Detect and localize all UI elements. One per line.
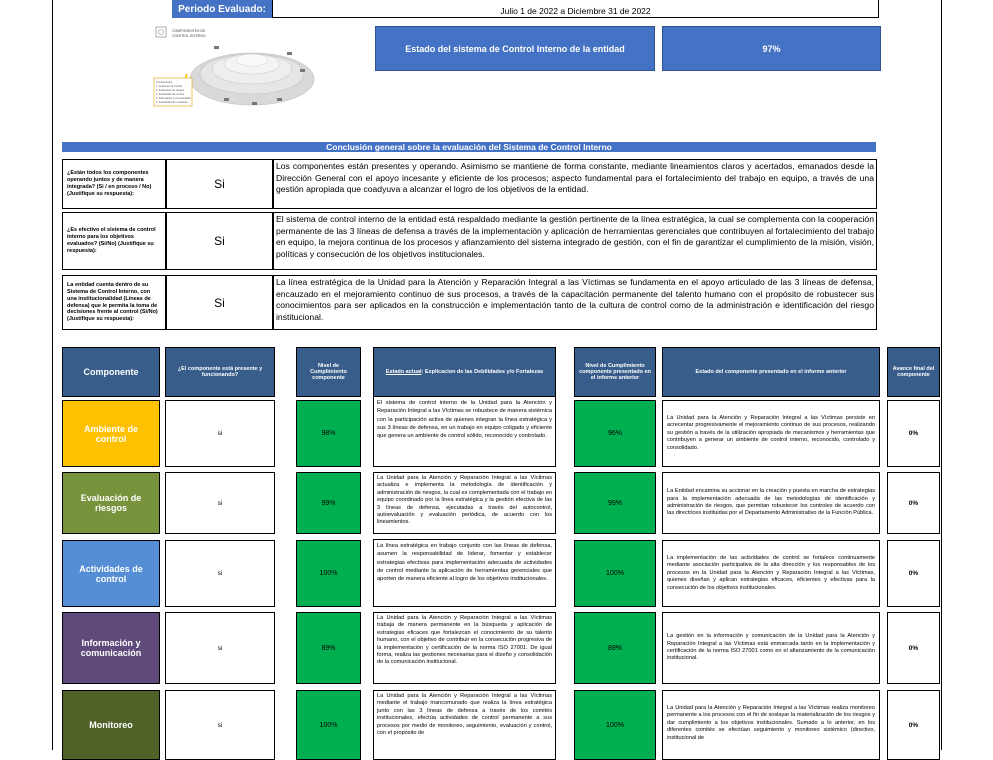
status-label-box: Estado del sistema de Control Interno de la entidad xyxy=(375,26,655,71)
header-current-prefix: Estado actual xyxy=(385,369,422,375)
header-current xyxy=(373,347,556,397)
component-actividades-control: Actividades de control xyxy=(62,540,160,607)
advance-cell: 0% xyxy=(887,690,940,760)
diagram-legend-3: 3. Actividades de control xyxy=(156,93,185,96)
present-cell: si xyxy=(165,612,275,684)
level-cell: 98% xyxy=(296,400,361,467)
level-cell: 100% xyxy=(296,540,361,607)
header-current-suffix: : Explicacion de las Debilidades y/o Fortalezas xyxy=(421,369,544,375)
advance-cell: 0% xyxy=(887,400,940,467)
component-monitoreo: Monitoreo xyxy=(62,690,160,760)
page-border-right xyxy=(941,0,942,750)
header-present: ¿El componente está presente y funcionando? xyxy=(165,347,275,397)
conclusion-text-3: La línea estratégica de la Unidad para la Atención y Reparación Integral a las Víctimas se fundamenta en el apoyo articulado de las 3 líneas de defensa, encauzado en el mejoramiento continuo de sus procesos, a través de la capacitación permanente del talento humano con el propósito de robustecer sus conocimientos para ser aplicados en la construcción e implementación tanto de la cultura de control como de la administración e identificación del riesgo institucional. xyxy=(273,275,877,330)
header-level: Nivel de Cumplimiento componente xyxy=(296,347,361,397)
diagram-title-line1: COMPONENTES DE xyxy=(172,29,206,33)
header-prev-level: Nivel de Cumplimiento componente presentado en el informe anterior xyxy=(574,347,656,397)
current-state-cell: La Unidad para la Atención y Reparación Integral a las Víctimas mediante el trabajo mancomunado que realiza la línea estratégica junto con las 3 líneas de defensa a través de los comités institucionales, efectúa actividades de control permanente a sus procesos por medio de monitoreo, seguimiento, evaluación y control, con el propósito de xyxy=(373,690,556,760)
level-cell: 99% xyxy=(296,472,361,534)
diagram-legend-1: 1. Ambiente de control xyxy=(156,85,182,88)
conclusion-question-3: La entidad cuenta dentro de su Sistema de Control Interno, con una institucionalidad (Líneas de defensa) que le permita la toma de decisiones frente al control (Si/No) (Justifique su respuesta): xyxy=(62,275,166,330)
current-state-cell: La Unidad para la Atención y Reparación Integral a las Víctimas trabaja de manera permanente en la búsqueda y aplicación de estrategias eficaces que fortalezcan el conocimiento de su talento humano, con el objetivo de contribuir en la consecución progresiva de la implementación y certificación de la norma ISO 27001. De igual forma, realiza las gestiones necesarias para el diseño y consolidación de la comunicación institucional. xyxy=(373,612,556,684)
page-border-left xyxy=(52,0,53,750)
header-component: Componente xyxy=(62,347,160,397)
present-cell: si xyxy=(165,400,275,467)
prev-level-cell: 89% xyxy=(574,612,656,684)
present-cell: si xyxy=(165,690,275,760)
period-label: Periodo Evaluado: xyxy=(172,0,272,18)
conclusion-answer-2: Si xyxy=(166,212,273,270)
conclusion-question-2: ¿Es efectivo el sistema de control interno para los objetivos evaluados? (Si/No) (Justifique su respuesta): xyxy=(62,212,166,270)
period-value: Julio 1 de 2022 a Diciembre 31 de 2022 xyxy=(500,6,651,16)
diagram-legend-0: Componentes: xyxy=(156,81,173,84)
prev-state-cell: La Entidad encamina su accionar en la creación y puesta en marcha de estrategias para la implementación adecuada de las metodologías de identificación y administración de riesgos, que permitan robustecer los controles de acuerdo con las directrices instituidas por el Departamento Administrativo de la Función Pública. xyxy=(662,472,880,534)
prev-state-cell: La Unidad para la Atención y Reparación Integral a las Víctimas persiste en acrecentar progresivamente el mejoramiento continuo de sus procesos, realizando su gestión a través de la utilización apropiada de mecanismos y herramientas que contribuyen a generar un ambiente de control interno, reconocido, controlado y consolidado. xyxy=(662,400,880,467)
prev-state-cell: La Unidad para la Atención y Reparación Integral a las Víctimas realiza monitoreo permanente a los procesos con el fin de soslayar la materialización de los riesgos y dar cumplimiento a los objetivos institucionales. Sumado a lo anterior, en los diferentes comités se efectúan seguimiento y monitoreo sistémico (directivo, institucional de xyxy=(662,690,880,760)
advance-cell: 0% xyxy=(887,612,940,684)
level-cell: 100% xyxy=(296,690,361,760)
prev-level-cell: 96% xyxy=(574,400,656,467)
diagram-title-line2: CONTROL INTERNO xyxy=(172,34,206,38)
conclusion-text-1: Los componentes están presentes y operando. Asimismo se mantiene de forma constante, mediante lineamientos claros y acertados, emanados desde la Dirección General con el apoyo incesante y eficiente de los procesos; aspecto fundamental para el fortalecimiento del trabajo en equipo, a través de una gestión apropiada que coadyuva a alcanzar el logro de los objetivos de la entidad. xyxy=(273,159,877,209)
current-state-cell: La línea estratégica en trabajo conjunto con las líneas de defensa, asumen la responsabilidad de liderar, fomentar y establecer estrategias efectivas para implementación adecuada de actividades de control mediante la aplicación de herramientas gerenciales que aporten de manera eficiente al logro de los objetivos institucionales. xyxy=(373,539,556,607)
present-cell: si xyxy=(165,540,275,607)
advance-cell: 0% xyxy=(887,540,940,607)
status-value-box: 97% xyxy=(662,26,881,71)
conclusion-title: Conclusión general sobre la evaluación del Sistema de Control Interno xyxy=(62,142,876,152)
header-advance: Avance final del componente xyxy=(887,347,940,397)
current-state-cell: La Unidad para la Atención y Reparación Integral a las Víctimas actualiza e implementa la metodología de identificación y administración de riesgos, la cual es complementada con el trabajo en equipo coordinado por la línea estratégica y la gestión efectiva de las 3 líneas de defensa, ejecutadas a través del autocontrol, autoevaluación y evaluación periódica, de acuerdo con los lineamientos. xyxy=(373,472,556,534)
conclusion-answer-1: Si xyxy=(166,159,273,209)
control-model-diagram xyxy=(152,24,332,114)
advance-cell: 0% xyxy=(887,472,940,534)
level-cell: 89% xyxy=(296,612,361,684)
diagram-legend-5: 5. Actividades de monitoreo xyxy=(156,101,188,104)
conclusion-text-2: El sistema de control interno de la entidad está respaldado mediante la gestión pertinente de la línea estratégica, la cual se complementa con la cooperación permanente de las 3 líneas de defensa a través de la implementación y aplicación de herramientas gerenciales que contribuyen al fortalecimiento del trabajo en equipo, la mejora continua de los procesos y afianzamiento del sistema integrado de gestión, con el fin de garantizar el cumplimiento de la misión, visión, políticas y consecución de los objetivos institucionales. xyxy=(273,212,877,270)
control-model-illustration xyxy=(152,24,332,114)
prev-level-cell: 100% xyxy=(574,540,656,607)
prev-level-cell: 99% xyxy=(574,472,656,534)
conclusion-answer-3: Si xyxy=(166,275,273,330)
prev-state-cell: La implementación de las actividades de control se fortalece continuamente mediante asociación participativa de la alta dirección y los responsables de los procesos en la Unidad para la Atención y Reparación Integral a las Víctimas, quienes diseñan y aplican estrategias eficaces, eficientes y efectivas para la consecución de los objetivos institucionales. xyxy=(662,540,880,607)
header-prev-state: Estado del componente presentado en el informe anterior xyxy=(662,347,880,397)
prev-state-cell: La gestión en la información y comunicación de la Unidad para la Atención y Reparación Integral a las Víctimas está enmarcada tanto en la implementación y certificación de la norma ISO 27001 como en el afianzamiento de la comunicación institucional. xyxy=(662,612,880,684)
prev-level-cell: 100% xyxy=(574,690,656,760)
conclusion-question-1: ¿Están todos los componentes operando juntos y de manera integrada? (Si / en proceso / No) (Justifique su respuesta): xyxy=(62,159,166,209)
component-evaluacion-riesgos: Evaluación de riesgos xyxy=(62,472,160,534)
diagram-legend-4: 4. Información y comunicación xyxy=(156,97,192,100)
component-ambiente-control: Ambiente de control xyxy=(62,400,160,467)
diagram-legend-2: 2. Evaluación de riesgos xyxy=(156,89,185,92)
current-state-cell: El sistema de control interno de la Unidad para la Atención y Reparación Integral a las Víctimas se robustece de manera sistémica con la participación activa de quienes integran la línea estratégica y sus 3 líneas de defensa, en un trabajo en equipo coligado y eficiente que genera un ambiente de control sólido, reconocido y controlado. xyxy=(373,396,556,467)
component-informacion-comunicacion: Información y comunicación xyxy=(62,612,160,684)
present-cell: si xyxy=(165,472,275,534)
